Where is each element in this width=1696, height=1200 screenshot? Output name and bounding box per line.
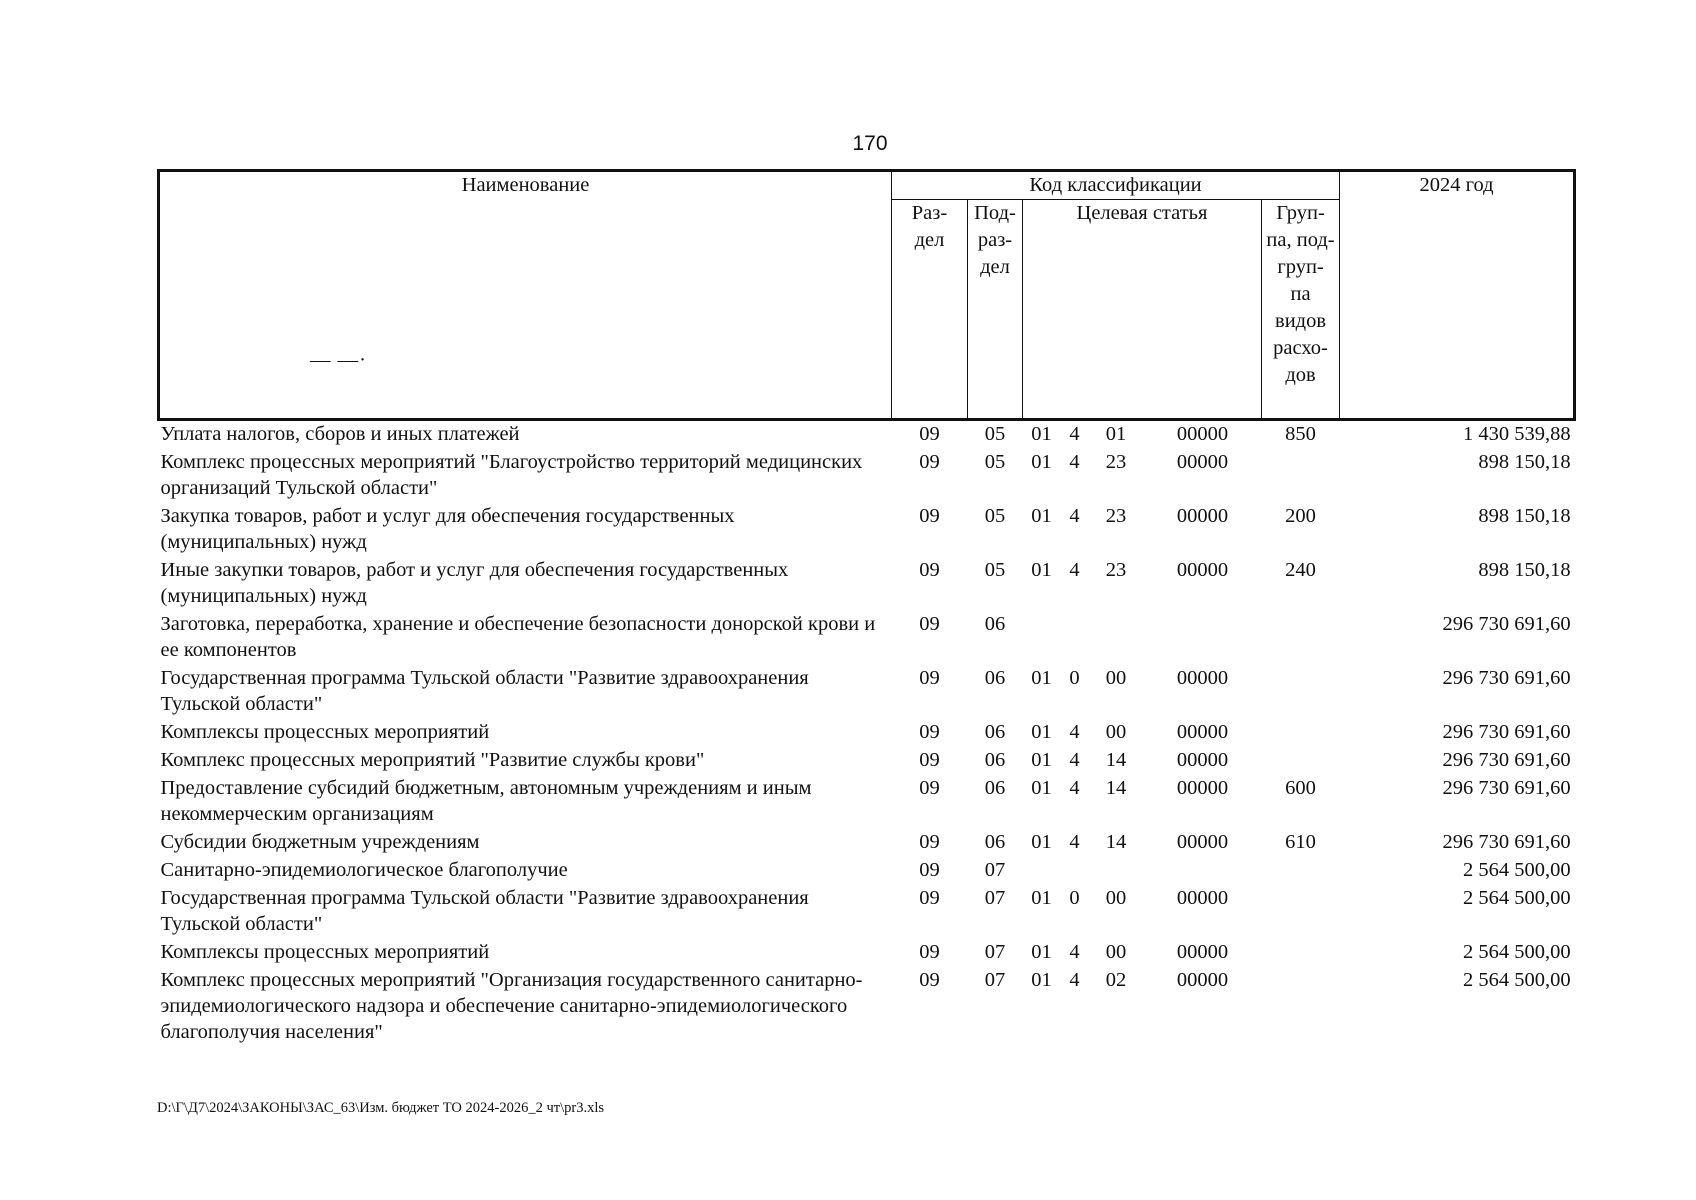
row-target-type: 0 [1069, 887, 1080, 909]
row-name: Субсидии бюджетным учреждениям [160, 831, 480, 853]
row-target-event: 00 [1105, 721, 1127, 743]
row-podrazdel: 06 [984, 749, 1006, 771]
row-name: Комплекс процессных мероприятий "Организация государственного санитарно-эпидемиологического надзора и обеспечение санитарно-эпидемиологического благополучия населения" [160, 969, 863, 1043]
table-row [159, 747, 1696, 775]
row-target-direction: 00000 [1176, 667, 1229, 689]
row-razdel: 09 [919, 887, 940, 909]
row-target-program [1023, 611, 1061, 665]
table-row [159, 503, 1696, 557]
row-target-event: 00 [1105, 941, 1127, 963]
row-target-program: 01 [1031, 941, 1052, 963]
row-amount: 296 730 691,60 [1442, 749, 1571, 771]
row-podrazdel: 05 [984, 451, 1006, 473]
row-group [1262, 611, 1340, 665]
table-body [159, 420, 1696, 1048]
row-target-program: 01 [1031, 749, 1052, 771]
row-target-event: 23 [1105, 505, 1127, 527]
header-name [159, 171, 892, 420]
row-group: 600 [1285, 777, 1316, 799]
row-target-event: 00 [1105, 887, 1127, 909]
table-row [159, 967, 1696, 1047]
row-amount: 898 150,18 [1478, 559, 1571, 581]
row-target-type: 4 [1069, 721, 1080, 743]
row-amount: 296 730 691,60 [1442, 667, 1571, 689]
row-podrazdel: 05 [984, 505, 1006, 527]
header-group [1262, 200, 1340, 420]
row-target-type: 4 [1069, 941, 1080, 963]
row-target-direction: 00000 [1176, 721, 1229, 743]
row-group [1262, 939, 1340, 967]
table-row [159, 420, 1696, 450]
row-amount: 296 730 691,60 [1442, 831, 1571, 853]
row-target-type: 4 [1069, 423, 1080, 445]
row-group: 200 [1285, 505, 1316, 527]
row-group [1262, 665, 1340, 719]
row-podrazdel: 07 [984, 887, 1006, 909]
row-target-type [1061, 611, 1089, 665]
row-amount: 2 564 500,00 [1462, 969, 1571, 991]
row-target-program: 01 [1031, 969, 1052, 991]
row-target-event: 14 [1105, 831, 1127, 853]
row-name: Государственная программа Тульской области "Развитие здравоохранения Тульской области" [160, 887, 809, 935]
row-amount: 2 564 500,00 [1462, 941, 1571, 963]
row-amount: 898 150,18 [1478, 505, 1571, 527]
row-podrazdel: 07 [984, 969, 1006, 991]
row-target-program: 01 [1031, 559, 1052, 581]
row-razdel: 09 [919, 613, 940, 635]
row-target-event: 23 [1105, 559, 1127, 581]
header-podrazdel-label: Под- раз- дел [974, 202, 1016, 278]
row-podrazdel: 06 [984, 777, 1006, 799]
row-target-direction: 00000 [1176, 777, 1229, 799]
header-code: Код классификации [892, 171, 1340, 200]
row-podrazdel: 07 [984, 941, 1006, 963]
row-podrazdel: 07 [984, 859, 1006, 881]
row-group [1262, 747, 1340, 775]
row-group: 850 [1285, 423, 1316, 445]
header-year: 2024 год [1340, 171, 1575, 420]
row-target-event: 14 [1105, 777, 1127, 799]
row-name: Закупка товаров, работ и услуг для обеспечения государственных (муниципальных) нужд [160, 505, 735, 553]
row-target-event: 02 [1105, 969, 1127, 991]
row-name: Комплекс процессных мероприятий "Благоустройство территорий медицинских организаций Тульской области" [160, 451, 863, 499]
row-name: Комплекс процессных мероприятий "Развитие службы крови" [160, 749, 705, 771]
table-row [159, 719, 1696, 747]
row-group [1262, 885, 1340, 939]
table-row [159, 857, 1696, 885]
row-target-direction: 00000 [1176, 887, 1229, 909]
row-target-type [1061, 857, 1089, 885]
table-row [159, 449, 1696, 503]
row-group [1262, 449, 1340, 503]
row-target-event: 01 [1105, 423, 1127, 445]
row-podrazdel: 06 [984, 667, 1006, 689]
table-row [159, 611, 1696, 665]
row-razdel: 09 [919, 749, 940, 771]
row-podrazdel: 06 [984, 613, 1006, 635]
budget-table [157, 169, 1696, 1047]
row-podrazdel: 05 [984, 423, 1006, 445]
row-target-type: 4 [1069, 505, 1080, 527]
row-target-direction: 00000 [1176, 505, 1229, 527]
row-target-program: 01 [1031, 505, 1052, 527]
row-target-type: 0 [1069, 667, 1080, 689]
row-target-type: 4 [1069, 559, 1080, 581]
header-group-label: Груп- па, под- груп- па видов расхо- дов [1266, 202, 1335, 386]
row-amount: 2 564 500,00 [1462, 859, 1571, 881]
header-razdel [892, 200, 968, 420]
row-target-direction: 00000 [1176, 969, 1229, 991]
header-target: Целевая статья [1023, 200, 1262, 420]
row-podrazdel: 06 [984, 721, 1006, 743]
row-target-program: 01 [1031, 667, 1052, 689]
row-target-direction: 00000 [1176, 423, 1229, 445]
row-razdel: 09 [919, 451, 940, 473]
table-row [159, 885, 1696, 939]
row-amount: 296 730 691,60 [1442, 721, 1571, 743]
row-razdel: 09 [919, 831, 940, 853]
row-target-type: 4 [1069, 451, 1080, 473]
row-group: 240 [1285, 559, 1316, 581]
row-target-event: 00 [1105, 667, 1127, 689]
page-number: 170 [852, 132, 888, 155]
row-name: Комплексы процессных мероприятий [160, 941, 490, 963]
row-razdel: 09 [919, 777, 940, 799]
row-amount: 2 564 500,00 [1462, 887, 1571, 909]
row-amount: 898 150,18 [1478, 451, 1571, 473]
row-name: Иные закупки товаров, работ и услуг для обеспечения государственных (муниципальных) нужд [160, 559, 789, 607]
row-target-program: 01 [1031, 721, 1052, 743]
row-name: Комплексы процессных мероприятий [160, 721, 490, 743]
row-target-direction: 00000 [1176, 941, 1229, 963]
row-amount: 1 430 539,88 [1462, 423, 1571, 445]
header-name-label: Наименование [461, 174, 590, 196]
row-podrazdel: 05 [984, 559, 1006, 581]
row-razdel: 09 [919, 559, 940, 581]
row-razdel: 09 [919, 721, 940, 743]
row-name: Предоставление субсидий бюджетным, автономным учреждениям и иным некоммерческим организациям [160, 777, 812, 825]
table-row [159, 939, 1696, 967]
row-razdel: 09 [919, 423, 940, 445]
table-header [159, 171, 1696, 420]
budget-table-sheet [157, 169, 1573, 1047]
row-target-program: 01 [1031, 423, 1052, 445]
row-target-program [1023, 857, 1061, 885]
row-group [1262, 719, 1340, 747]
table-row [159, 829, 1696, 857]
header-razdel-label: Раз- дел [911, 202, 948, 251]
row-amount: 296 730 691,60 [1442, 613, 1571, 635]
row-target-program: 01 [1031, 831, 1052, 853]
row-target-direction: 00000 [1176, 559, 1229, 581]
table-row [159, 775, 1696, 829]
row-razdel: 09 [919, 969, 940, 991]
row-target-type: 4 [1069, 831, 1080, 853]
row-target-direction [1144, 611, 1262, 665]
row-razdel: 09 [919, 505, 940, 527]
header-handwritten-mark: — —· [310, 349, 367, 371]
row-target-type: 4 [1069, 969, 1080, 991]
row-amount: 296 730 691,60 [1442, 777, 1571, 799]
header-podrazdel [968, 200, 1023, 420]
table-row [159, 557, 1696, 611]
row-group: 610 [1285, 831, 1316, 853]
row-target-direction: 00000 [1176, 749, 1229, 771]
file-path-footer: D:\Г\Д7\2024\ЗАКОНЫ\ЗАС_63\Изм. бюджет ТО 2024-2026_2 чт\pr3.xls [157, 1100, 605, 1116]
row-group [1262, 967, 1340, 1047]
row-name: Заготовка, переработка, хранение и обеспечение безопасности донорской крови и ее компонентов [160, 613, 876, 661]
row-name: Уплата налогов, сборов и иных платежей [160, 423, 520, 445]
row-target-event [1089, 857, 1144, 885]
row-target-type: 4 [1069, 777, 1080, 799]
row-target-event [1089, 611, 1144, 665]
row-razdel: 09 [919, 667, 940, 689]
row-target-direction: 00000 [1176, 831, 1229, 853]
row-target-event: 14 [1105, 749, 1127, 771]
row-name: Санитарно-эпидемиологическое благополучие [160, 859, 568, 881]
row-target-program: 01 [1031, 451, 1052, 473]
row-podrazdel: 06 [984, 831, 1006, 853]
row-target-type: 4 [1069, 749, 1080, 771]
row-target-event: 23 [1105, 451, 1127, 473]
row-razdel: 09 [919, 859, 940, 881]
row-target-program: 01 [1031, 777, 1052, 799]
row-target-program: 01 [1031, 887, 1052, 909]
row-group [1262, 857, 1340, 885]
row-name: Государственная программа Тульской области "Развитие здравоохранения Тульской области" [160, 667, 809, 715]
row-target-direction: 00000 [1176, 451, 1229, 473]
row-target-direction [1144, 857, 1262, 885]
row-razdel: 09 [919, 941, 940, 963]
table-row [159, 665, 1696, 719]
